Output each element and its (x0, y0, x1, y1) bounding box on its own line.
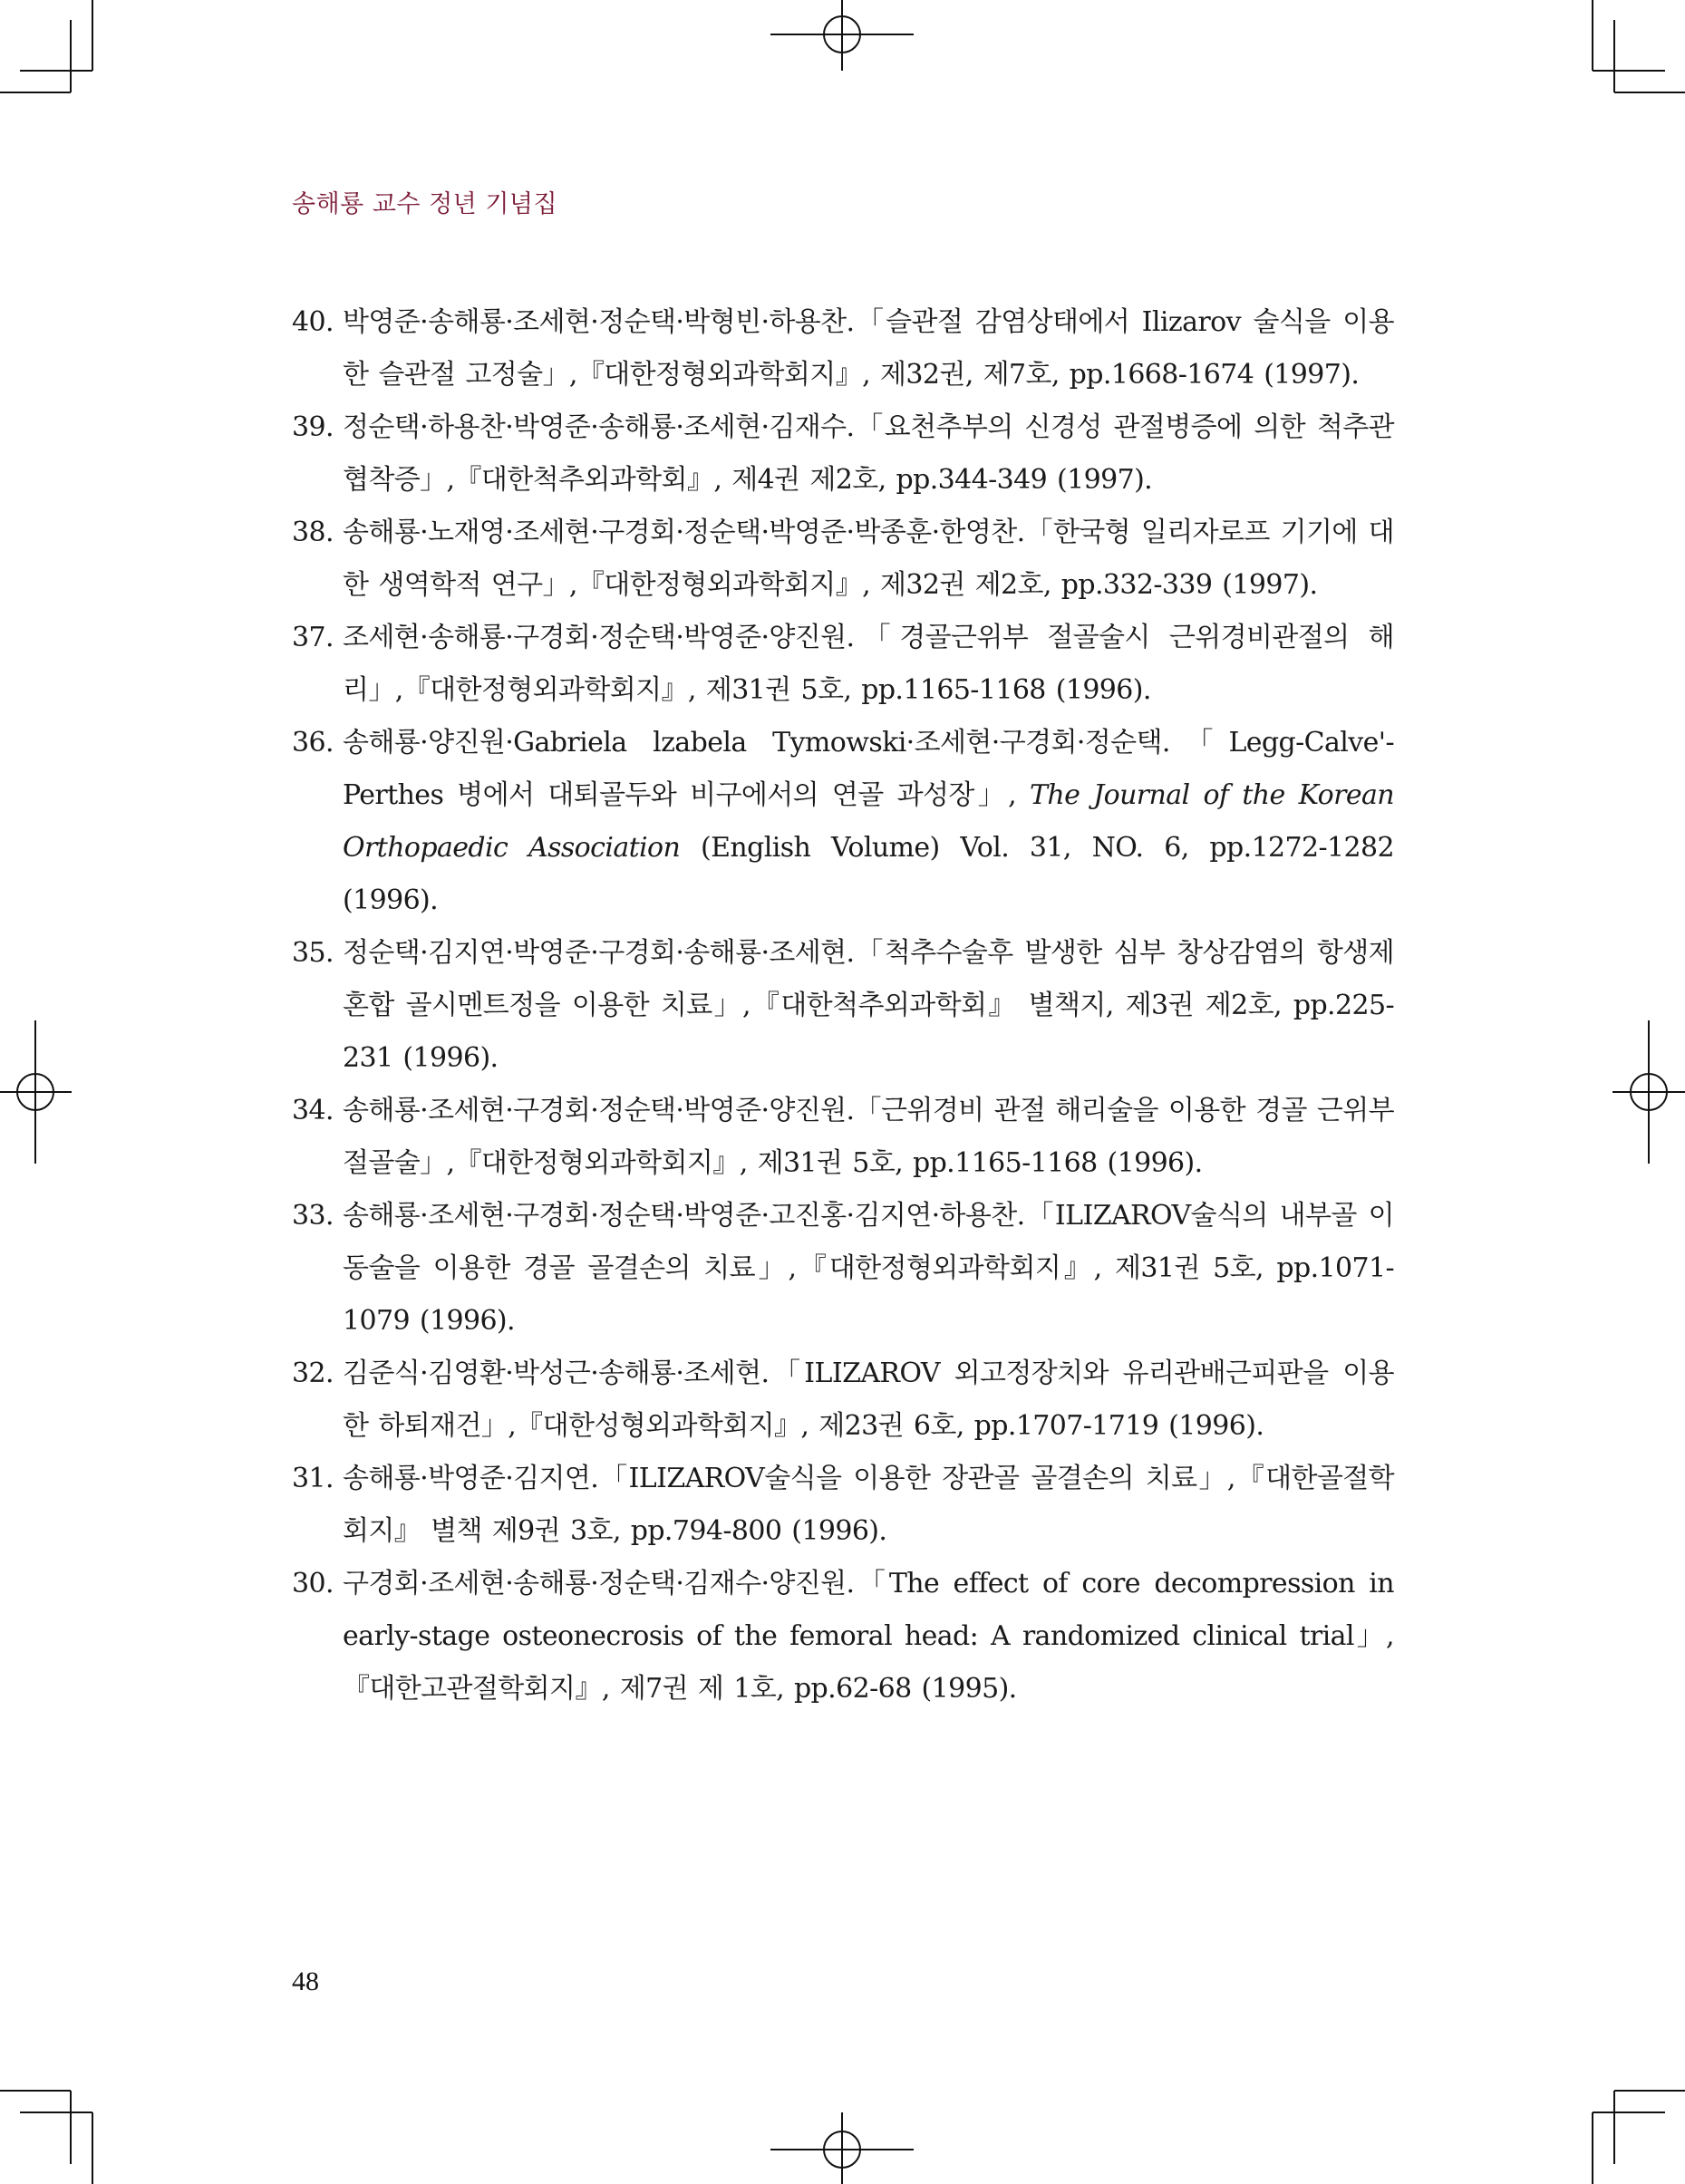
reference-number: 36. (292, 727, 334, 759)
reference-number: 34. (292, 1095, 334, 1126)
reference-text: 정순택·김지연·박영준·구경회·송해룡·조세현.「척추수술후 발생한 심부 창상감염의 항생제 혼합 골시멘트정을 이용한 치료」,『대한척추외과학회』 별책지, 제3권 제2호, pp.225-231 (1996). (343, 937, 1394, 1074)
reference-number: 38. (292, 517, 334, 548)
reference-item (292, 927, 1394, 1085)
crop-mark-bottom-left-icon (0, 2091, 92, 2184)
reference-text: 송해룡·박영준·김지연.「ILIZAROV술식을 이용한 장관골 골결손의 치료」,『대한골절학회지』 별책 제9권 3호, pp.794-800 (1996). (343, 1463, 1394, 1547)
crop-mark-bottom-right-icon (1593, 2091, 1685, 2184)
reference-text: 구경회·조세현·송해룡·정순택·김재수·양진원.「The effect of core decompression in early-stage osteonecrosis of the femoral head: A randomized clinical trial」,『대한고관절학회지』, 제7권 제 1호, pp.62-68 (1995). (343, 1568, 1394, 1705)
reference-text: 송해룡·조세현·구경회·정순택·박영준·양진원.「근위경비 관절 해리술을 이용한 경골 근위부 절골술」,『대한정형외과학회지』, 제31권 5호, pp.1165-1168 (1996). (343, 1095, 1394, 1179)
page-number: 48 (292, 1967, 319, 1996)
journal-title-italic: The Journal of the Korean Orthopaedic Association (343, 779, 1394, 864)
reference-text: 송해룡·노재영·조세현·구경회·정순택·박영준·박종훈·한영찬.「한국형 일리자로프 기기에 대한 생역학적 연구」,『대한정형외과학회지』, 제32권 제2호, pp.332-339 (1997). (343, 517, 1394, 601)
registration-mark-bottom-icon (770, 2112, 914, 2184)
running-header-title: 송해룡 교수 정년 기념집 (292, 190, 558, 218)
reference-number: 31. (292, 1463, 334, 1494)
reference-item (292, 296, 1394, 401)
reference-text: 송해룡·양진원·Gabriela lzabela Tymowski·조세현·구경회·정순택.「Legg-Calve'-Perthes 병에서 대퇴골두와 비구에서의 연골 과성장」, (343, 727, 1394, 811)
reference-item (292, 401, 1394, 507)
registration-mark-left-icon (0, 1020, 72, 1164)
reference-text: 정순택·하용찬·박영준·송해룡·조세현·김재수.「요천추부의 신경성 관절병증에 의한 척추관 협착증」,『대한척추외과학회』, 제4권 제2호, pp.344-349 (1997). (343, 411, 1394, 496)
reference-text-continued: (English Volume) Vol. 31, NO. 6, pp.1272-1282 (1996). (343, 832, 1395, 916)
registration-mark-top-icon (770, 0, 914, 71)
crop-mark-top-right-icon (1593, 0, 1685, 92)
reference-item (292, 1558, 1394, 1715)
reference-text: 김준식·김영환·박성근·송해룡·조세현.「ILIZAROV 외고정장치와 유리관배근피판을 이용한 하퇴재건」,『대한성형외과학회지』, 제23권 6호, pp.1707-1719 (1996). (343, 1358, 1394, 1442)
reference-item (292, 612, 1394, 717)
reference-number: 37. (292, 622, 334, 653)
registration-mark-right-icon (1612, 1020, 1685, 1164)
reference-number: 32. (292, 1358, 334, 1389)
reference-text: 조세현·송해룡·구경회·정순택·박영준·양진원.「경골근위부 절골술시 근위경비관절의 해리」,『대한정형외과학회지』, 제31권 5호, pp.1165-1168 (1996). (343, 622, 1394, 706)
reference-item (292, 1085, 1394, 1190)
reference-number: 30. (292, 1568, 334, 1599)
reference-text: 박영준·송해룡·조세현·정순택·박형빈·하용찬.「슬관절 감염상태에서 Ilizarov 술식을 이용한 슬관절 고정술」,『대한정형외과학회지』, 제32권, 제7호, pp.1668-1674 (1997). (343, 306, 1394, 391)
reference-item (292, 507, 1394, 612)
reference-number: 35. (292, 937, 334, 969)
reference-list (292, 296, 1394, 1715)
reference-item (292, 1453, 1394, 1558)
reference-number: 33. (292, 1200, 334, 1232)
reference-text: 송해룡·조세현·구경회·정순택·박영준·고진홍·김지연·하용찬.「ILIZAROV술식의 내부골 이동술을 이용한 경골 골결손의 치료」,『대한정형외과학회지』, 제31권 5호, pp.1071-1079 (1996). (343, 1200, 1394, 1337)
reference-item (292, 717, 1394, 927)
reference-item (292, 1348, 1394, 1453)
crop-mark-top-left-icon (0, 0, 92, 92)
reference-item (292, 1190, 1394, 1348)
reference-number: 40. (292, 306, 334, 338)
reference-number: 39. (292, 411, 334, 443)
